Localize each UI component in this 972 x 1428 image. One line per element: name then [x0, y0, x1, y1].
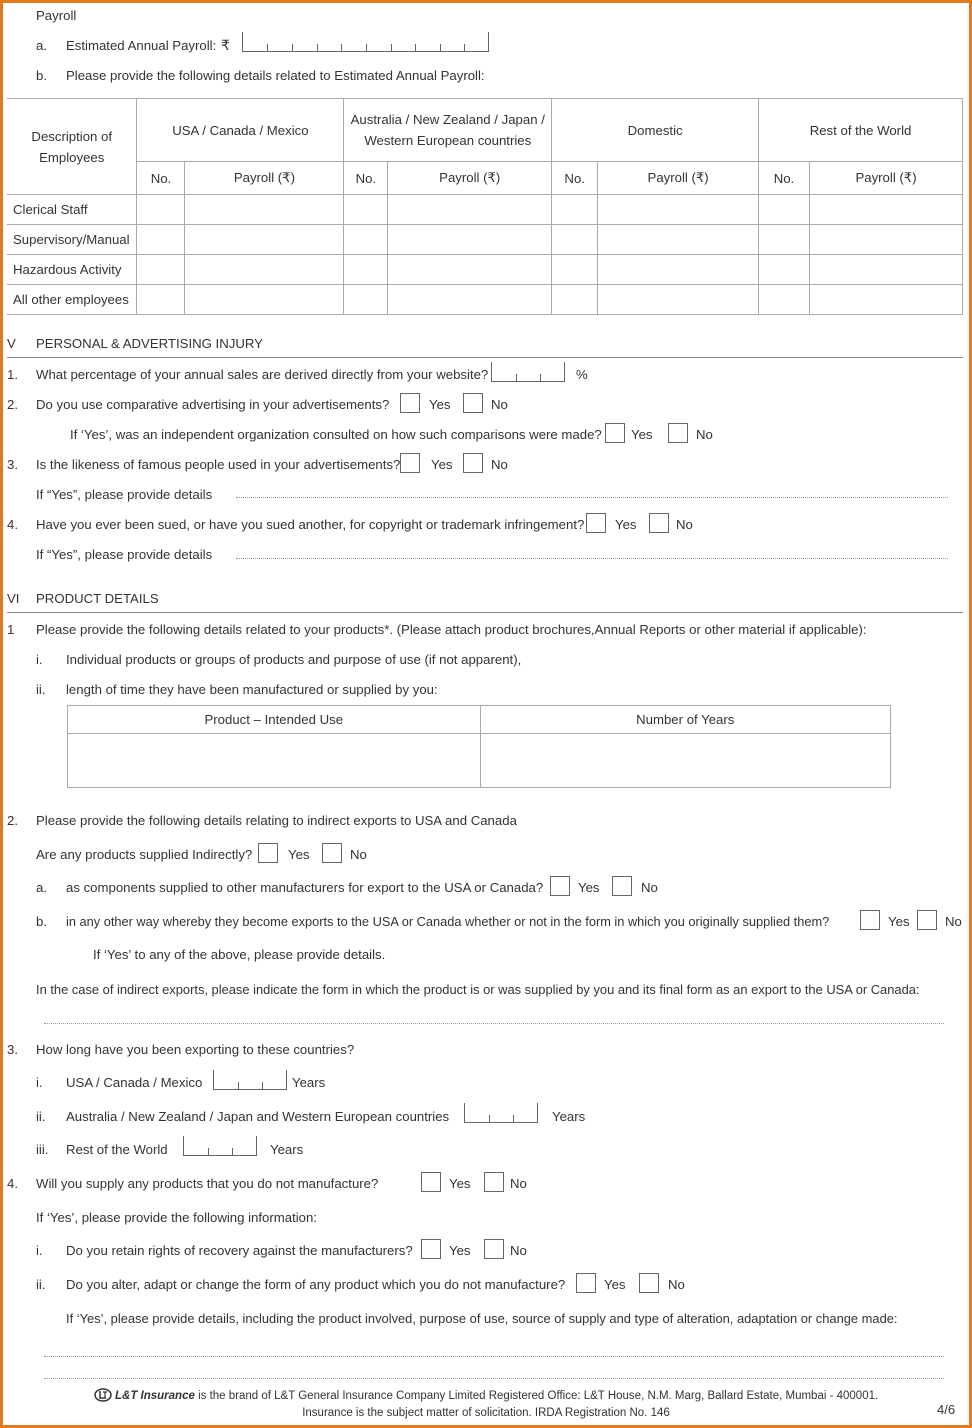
product-table [67, 705, 891, 788]
q6-4-i-text: Do you retain rights of recovery against the manufacturers? [66, 1243, 413, 1258]
q6-2-indirect-no-checkbox[interactable] [322, 843, 342, 863]
section-v-title: PERSONAL & ADVERTISING INJURY [36, 336, 263, 351]
table-cell-input[interactable] [388, 255, 552, 285]
table-cell-input[interactable] [185, 255, 344, 285]
yes-label: Yes [578, 880, 600, 895]
q6-4-ii-yes-checkbox[interactable] [576, 1273, 596, 1293]
table-cell-input[interactable] [759, 195, 810, 225]
q6-2-b-yes-checkbox[interactable] [860, 910, 880, 930]
q5-3-no-checkbox[interactable] [463, 453, 483, 473]
footer-brand-text: is the brand of L&T General Insurance Company Limited Registered Office: L&T House, N.M. Marg, Ballard Estate, Mumbai - 400001. [198, 1390, 879, 1402]
no-label: No [491, 397, 508, 412]
table-cell-input[interactable] [137, 195, 185, 225]
section-v-number: V [7, 336, 16, 351]
table-cell-input[interactable] [759, 285, 810, 315]
table-cell-input[interactable] [598, 225, 759, 255]
table-cell-input[interactable] [810, 195, 963, 225]
page-number: 4/6 [937, 1402, 956, 1417]
table-cell-input[interactable] [185, 285, 344, 315]
q6-1-text: Please provide the following details related to your products*. (Please attach product brochures,Annual Reports or other material if applicable): [36, 622, 867, 637]
table-cell-input[interactable] [598, 285, 759, 315]
table-cell-input[interactable] [810, 225, 963, 255]
row-label: Clerical Staff [7, 195, 137, 225]
table-cell-input[interactable] [552, 285, 598, 315]
q5-4-yes-checkbox[interactable] [586, 513, 606, 533]
q6-2-text: Please provide the following details relating to indirect exports to USA and Canada [36, 813, 517, 828]
q5-3-yes-checkbox[interactable] [400, 453, 420, 473]
q6-4-ii-details-field-2[interactable] [44, 1378, 944, 1379]
region-domestic: Domestic [552, 99, 759, 162]
section-vi-title: PRODUCT DETAILS [36, 591, 159, 606]
payroll-table [7, 98, 963, 315]
q5-4-no-checkbox[interactable] [649, 513, 669, 533]
table-cell-input[interactable] [388, 195, 552, 225]
table-cell-input[interactable] [185, 225, 344, 255]
q6-2-number: 2. [7, 813, 18, 828]
q6-1-i-text: Individual products or groups of products and purpose of use (if not apparent), [66, 652, 522, 667]
export-years-australia-input[interactable] [464, 1103, 538, 1123]
export-years-usa-input[interactable] [213, 1070, 287, 1090]
yes-label: Yes [449, 1176, 471, 1191]
q6-4-text: Will you supply any products that you do not manufacture? [36, 1176, 379, 1191]
q6-2-a-no-checkbox[interactable] [612, 876, 632, 896]
section-vi-number: VI [7, 591, 20, 606]
q6-4-ii-marker: ii. [36, 1277, 46, 1292]
yes-label: Yes [288, 847, 310, 862]
no-label: No [510, 1176, 527, 1191]
q5-1-text: What percentage of your annual sales are derived directly from your website? [36, 367, 489, 382]
col-number-of-years: Number of Years [480, 706, 891, 734]
no-label: No [696, 427, 713, 442]
payroll-heading: Payroll [36, 8, 77, 23]
yes-label: Yes [431, 457, 453, 472]
table-cell-input[interactable] [185, 195, 344, 225]
row-payroll-header: Payroll (₹) [810, 162, 963, 195]
no-label: No [491, 457, 508, 472]
q6-2-indirect-yes-checkbox[interactable] [258, 843, 278, 863]
estimated-payroll-input[interactable] [242, 32, 489, 52]
section-v-divider [7, 357, 963, 358]
table-cell-input[interactable] [598, 195, 759, 225]
section-vi-divider [7, 612, 963, 613]
table-cell-input[interactable] [552, 195, 598, 225]
no-label: No [350, 847, 367, 862]
percent-sign: % [576, 367, 588, 382]
table-cell-input[interactable] [388, 225, 552, 255]
payroll-a-marker: a. [36, 38, 47, 53]
q6-2-any-text: If ‘Yes’ to any of the above, please provide details. [93, 947, 386, 962]
domestic-payroll-header: Payroll (₹) [598, 162, 759, 195]
q6-3-number: 3. [7, 1042, 18, 1057]
table-cell-input[interactable] [552, 255, 598, 285]
q5-2-sub-text: If ‘Yes’, was an independent organization consulted on how such comparisons were made? [70, 427, 602, 442]
rupee-icon: ₹ [221, 37, 230, 53]
no-label: No [676, 517, 693, 532]
table-cell-input[interactable] [137, 255, 185, 285]
yes-label: Yes [429, 397, 451, 412]
q5-2-yes-checkbox[interactable] [400, 393, 420, 413]
yes-label: Yes [604, 1277, 626, 1292]
row-no-header: No. [759, 162, 810, 195]
q6-3-i-text: USA / Canada / Mexico [66, 1075, 203, 1090]
row-label: Supervisory/Manual [7, 225, 137, 255]
table-cell-input[interactable] [810, 255, 963, 285]
region-rest-of-world: Rest of the World [759, 99, 963, 162]
lt-logo-icon [94, 1388, 112, 1405]
australia-payroll-header: Payroll (₹) [388, 162, 552, 195]
q6-1-ii-marker: ii. [36, 682, 46, 697]
q5-2-text: Do you use comparative advertising in your advertisements? [36, 397, 390, 412]
export-years-rest-input[interactable] [183, 1136, 257, 1156]
years-label: Years [292, 1075, 326, 1090]
years-input[interactable] [480, 734, 891, 788]
table-cell-input[interactable] [759, 225, 810, 255]
q5-4-text: Have you ever been sued, or have you sued another, for copyright or trademark infringement? [36, 517, 585, 532]
years-label: Years [552, 1109, 586, 1124]
q6-1-ii-text: length of time they have been manufactured or supplied by you: [66, 682, 438, 697]
product-input[interactable] [68, 734, 481, 788]
q6-3-iii-marker: iii. [36, 1142, 49, 1157]
q6-4-info-text: If ‘Yes’, please provide the following information: [36, 1210, 318, 1225]
q6-3-i-marker: i. [36, 1075, 43, 1090]
table-cell-input[interactable] [344, 255, 388, 285]
payroll-b-marker: b. [36, 68, 47, 83]
yes-label: Yes [615, 517, 637, 532]
q6-2-form-text: In the case of indirect exports, please indicate the form in which the product is or was supplied by you and its final form as an export to the USA or Canada: [36, 982, 920, 997]
q6-4-ii-details-field-1[interactable] [44, 1356, 944, 1357]
table-cell-input[interactable] [344, 195, 388, 225]
q6-2-b-no-checkbox[interactable] [917, 910, 937, 930]
payroll-b-label: Please provide the following details related to Estimated Annual Payroll: [66, 68, 485, 83]
footer-line-1 [0, 1388, 972, 1405]
q6-3-ii-text: Australia / New Zealand / Japan and Western European countries [66, 1109, 450, 1124]
no-label: No [641, 880, 658, 895]
table-cell-input[interactable] [344, 225, 388, 255]
q5-4-details-field[interactable] [236, 558, 948, 559]
yes-label: Yes [631, 427, 653, 442]
table-cell-input[interactable] [552, 225, 598, 255]
q5-1-number: 1. [7, 367, 18, 382]
yes-label: Yes [449, 1243, 471, 1258]
q6-4-ii-text: Do you alter, adapt or change the form of any product which you do not manufacture? [66, 1277, 566, 1292]
q5-3-details-label: If “Yes”, please provide details [36, 487, 213, 502]
footer-brand: L&T Insurance [114, 1390, 195, 1402]
q5-3-details-field[interactable] [236, 497, 948, 498]
domestic-no-header: No. [552, 162, 598, 195]
table-cell-input[interactable] [598, 255, 759, 285]
q6-4-ii-no-checkbox[interactable] [639, 1273, 659, 1293]
q6-3-ii-marker: ii. [36, 1109, 46, 1124]
q6-1-number: 1 [7, 622, 15, 637]
q5-3-text: Is the likeness of famous people used in your advertisements? [36, 457, 401, 472]
q6-2-a-marker: a. [36, 880, 47, 895]
q6-2-form-field[interactable] [44, 1023, 944, 1024]
table-cell-input[interactable] [344, 285, 388, 315]
payroll-a-label: Estimated Annual Payroll: [66, 38, 217, 53]
table-row [7, 255, 963, 285]
q6-4-i-marker: i. [36, 1243, 43, 1258]
q5-3-number: 3. [7, 457, 18, 472]
row-label: Hazardous Activity [7, 255, 137, 285]
q6-4-no-checkbox[interactable] [484, 1172, 504, 1192]
q6-4-number: 4. [7, 1176, 18, 1191]
table-cell-input[interactable] [137, 225, 185, 255]
row-label: All other employees [7, 285, 137, 315]
q6-1-i-marker: i. [36, 652, 43, 667]
col-description: Description of Employees [7, 99, 137, 195]
q5-2-sub-yes-checkbox[interactable] [605, 423, 625, 443]
no-label: No [510, 1243, 527, 1258]
q6-2-b-marker: b. [36, 914, 47, 929]
no-label: No [668, 1277, 685, 1292]
q6-4-ii-details-text: If ‘Yes’, please provide details, including the product involved, purpose of use, source of supply and type of alteration, adaptation or change made: [66, 1311, 898, 1326]
usa-payroll-header: Payroll (₹) [185, 162, 344, 195]
col-product-intended-use: Product – Intended Use [68, 706, 481, 734]
table-cell-input[interactable] [388, 285, 552, 315]
q5-4-details-label: If “Yes”, please provide details [36, 547, 213, 562]
q5-2-sub-no-checkbox[interactable] [668, 423, 688, 443]
q5-2-number: 2. [7, 397, 18, 412]
years-label: Years [270, 1142, 304, 1157]
q6-2-indirect-text: Are any products supplied Indirectly? [36, 847, 253, 862]
table-cell-input[interactable] [759, 255, 810, 285]
table-row [7, 285, 963, 315]
yes-label: Yes [888, 914, 910, 929]
region-usa: USA / Canada / Mexico [137, 99, 344, 162]
q6-3-iii-text: Rest of the World [66, 1142, 168, 1157]
q6-4-yes-checkbox[interactable] [421, 1172, 441, 1192]
q6-4-i-yes-checkbox[interactable] [421, 1239, 441, 1259]
q6-2-b-text: in any other way whereby they become exports to the USA or Canada whether or not in the form in which you originally supplied them? [66, 914, 830, 929]
usa-no-header: No. [137, 162, 185, 195]
table-row [7, 195, 963, 225]
no-label: No [945, 914, 962, 929]
footer-line-2: Insurance is the subject matter of solicitation. IRDA Registration No. 146 [302, 1407, 670, 1419]
table-cell-input[interactable] [137, 285, 185, 315]
q6-2-a-yes-checkbox[interactable] [550, 876, 570, 896]
table-row [7, 225, 963, 255]
region-australia: Australia / New Zealand / Japan / Western European countries [344, 99, 552, 162]
q5-2-no-checkbox[interactable] [463, 393, 483, 413]
q6-4-i-no-checkbox[interactable] [484, 1239, 504, 1259]
q6-3-text: How long have you been exporting to these countries? [36, 1042, 355, 1057]
table-cell-input[interactable] [810, 285, 963, 315]
australia-no-header: No. [344, 162, 388, 195]
table-row [68, 734, 891, 788]
q5-4-number: 4. [7, 517, 18, 532]
q6-2-a-text: as components supplied to other manufacturers for export to the USA or Canada? [66, 880, 544, 895]
website-sales-percent-input[interactable] [491, 362, 565, 382]
